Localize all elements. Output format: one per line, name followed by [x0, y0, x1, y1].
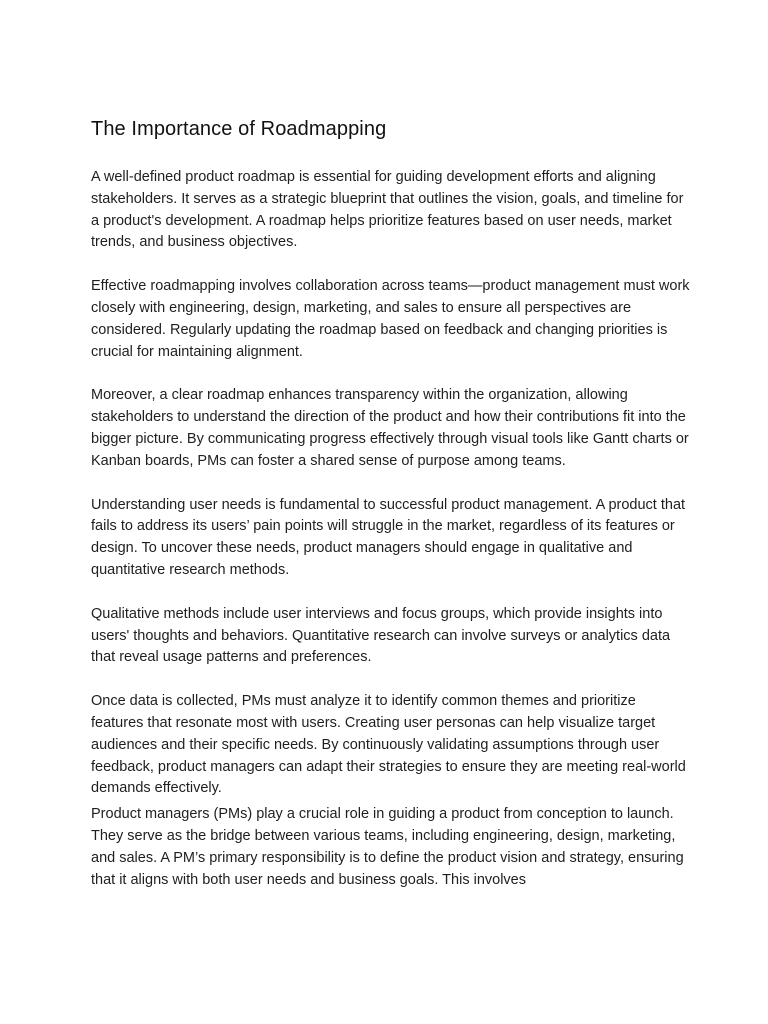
paragraph-user-needs: Understanding user needs is fundamental to successful product management. A product that fails to address its users’ pain points will struggle in the market, regardless of its features or design. To uncover these needs, product managers should engage in qualitative and quantitative research methods. — [91, 496, 686, 578]
paragraph-collaboration: Effective roadmapping involves collaboration across teams—product management must work closely with engineering, design, marketing, and sales to ensure all perspectives are considered. Regularly updating the roadmap based on feedback and changing priorities is crucial for maintaining alignment. — [91, 278, 690, 360]
paragraph-data-analysis: Once data is collected, PMs must analyze it to identify common themes and prioritize features that resonate most with users. Creating user personas can help visualize target audiences and their specific needs. By continuously validating assumptions through user feedback, product managers can adapt their strategies to ensure they are meeting real-world demands effectively. — [91, 693, 686, 797]
paragraph-pm-role: Product managers (PMs) play a crucial role in guiding a product from conception to launch. They serve as the bridge between various teams, including engineering, design, marketing, and sales. A PM’s primary responsibility is to define the product vision and strategy, ensuring that it aligns with both user needs and business goals. This involves — [91, 806, 684, 888]
paragraph-roadmap-intro: A well-defined product roadmap is essential for guiding development efforts and aligning stakeholders. It serves as a strategic blueprint that outlines the vision, goals, and timeline for a product's development. A roadmap helps prioritize features based on user needs, market trends, and business objectives. — [91, 169, 684, 251]
document-body — [91, 115, 691, 913]
paragraph-transparency: Moreover, a clear roadmap enhances transparency within the organization, allowing stakeholders to understand the direction of the product and how their contributions fit into the bigger picture. By communicating progress effectively through visual tools like Gantt charts or Kanban boards, PMs can foster a shared sense of purpose among teams. — [91, 387, 689, 469]
page-title: The Importance of Roadmapping — [91, 118, 387, 140]
paragraph-qualitative-methods: Qualitative methods include user interviews and focus groups, which provide insights into users' thoughts and behaviors. Quantitative research can involve surveys or analytics data that reveal usage patterns and preferences. — [91, 605, 671, 666]
